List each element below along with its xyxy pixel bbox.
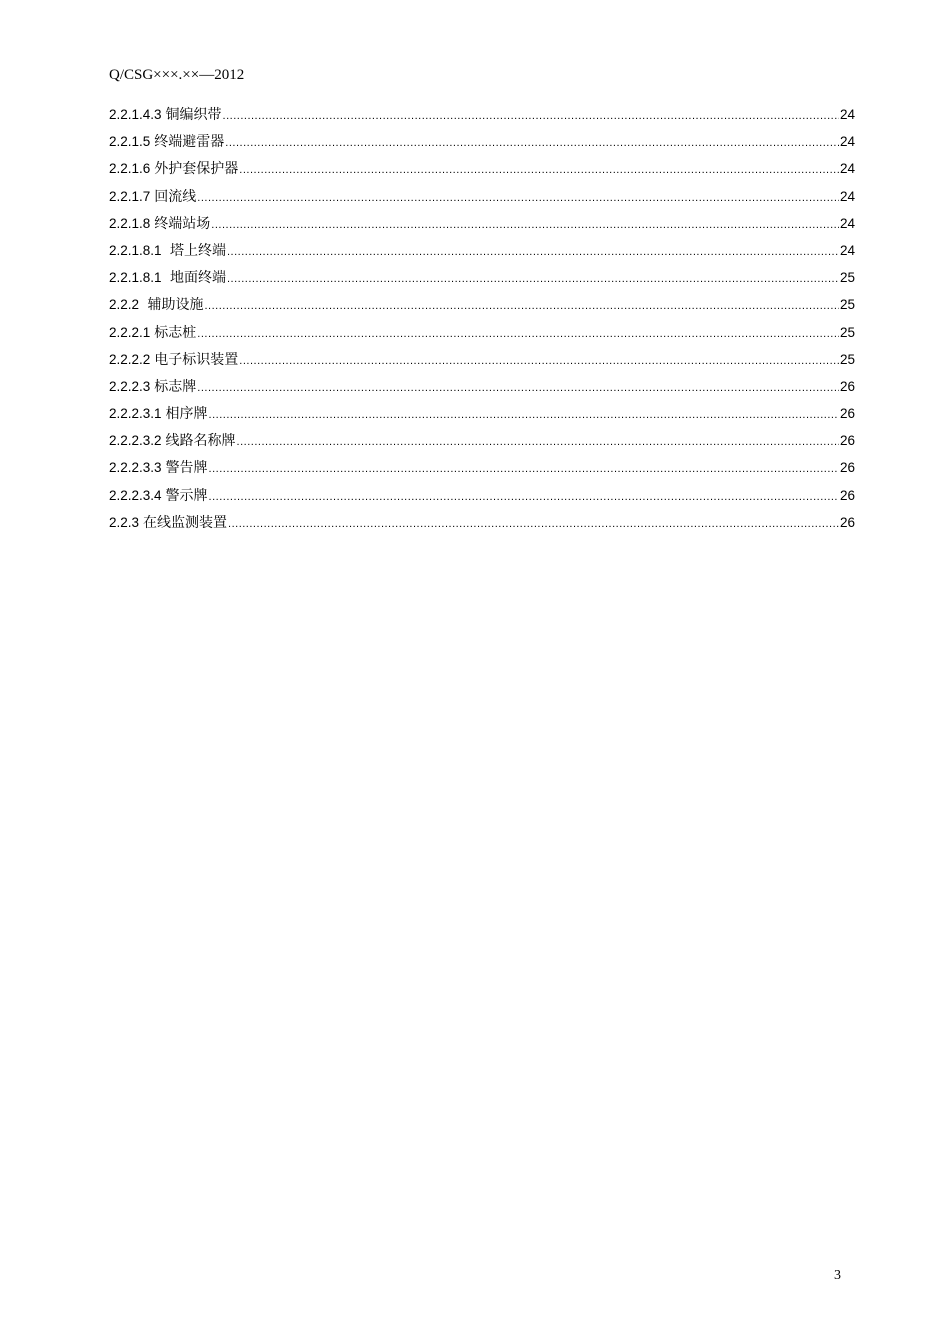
toc-entry-page-number: 24 <box>839 215 855 231</box>
toc-entry-title: 外护套保护器 <box>154 161 239 178</box>
toc-entry-title: 线路名称牌 <box>165 433 236 450</box>
toc-entry-page-number: 25 <box>839 351 855 367</box>
toc-entry-page-number: 24 <box>839 134 855 150</box>
toc-entry-page-number: 26 <box>839 406 855 422</box>
toc-entry-number: 2.2.2.3.4 <box>109 487 162 503</box>
toc-entry-page-number: 26 <box>839 514 855 530</box>
toc-dot-leader <box>197 324 839 344</box>
toc-entry-title: 地面终端 <box>165 270 226 287</box>
toc-entry-number: 2.2.1.5 <box>109 134 151 150</box>
document-code-header: Q/CSG×××.××—2012 <box>109 67 245 83</box>
toc-entry-title: 辅助设施 <box>143 297 204 314</box>
toc-entry-number: 2.2.3 <box>109 514 140 530</box>
toc-dot-leader <box>211 215 839 235</box>
toc-entry[interactable] <box>109 295 855 322</box>
toc-entry-number: 2.2.2 <box>109 297 140 313</box>
toc-entry-title: 电子标识装置 <box>154 351 239 368</box>
toc-dot-leader <box>209 405 839 425</box>
toc-entry-title: 塔上终端 <box>165 242 226 259</box>
toc-dot-leader <box>228 514 839 534</box>
toc-entry-page-number: 24 <box>839 161 855 177</box>
toc-entry-page-number: 24 <box>839 188 855 204</box>
toc-entry[interactable] <box>109 241 855 268</box>
toc-entry-page-number: 24 <box>839 242 855 258</box>
toc-entry-title: 标志桩 <box>154 324 197 341</box>
toc-dot-leader <box>239 160 839 180</box>
toc-entry-number: 2.2.2.3.3 <box>109 460 162 476</box>
toc-entry-title: 铜编织带 <box>165 107 222 123</box>
toc-entry-title: 终端站场 <box>154 215 211 232</box>
toc-entry-number: 2.2.2.2 <box>109 351 151 367</box>
toc-entry[interactable] <box>109 187 855 214</box>
toc-entry-title: 回流线 <box>154 188 197 205</box>
toc-entry[interactable] <box>109 350 855 377</box>
toc-entry-number: 2.2.2.3.2 <box>109 433 162 449</box>
toc-entry[interactable] <box>109 458 855 485</box>
toc-entry-page-number: 26 <box>839 487 855 503</box>
toc-entry-title: 相序牌 <box>165 406 208 423</box>
toc-dot-leader <box>237 432 839 452</box>
toc-entry[interactable] <box>109 431 855 458</box>
toc-entry[interactable] <box>109 159 855 186</box>
toc-entry[interactable] <box>109 214 855 241</box>
toc-dot-leader <box>225 133 839 153</box>
toc-dot-leader <box>239 351 839 371</box>
toc-dot-leader <box>227 242 839 262</box>
toc-entry-page-number: 26 <box>839 433 855 449</box>
toc-entry-title: 警告牌 <box>165 460 208 477</box>
toc-dot-leader <box>209 459 839 479</box>
toc-entry-page-number: 25 <box>839 297 855 313</box>
toc-entry-page-number: 25 <box>839 324 855 340</box>
toc-dot-leader <box>197 188 839 208</box>
toc-entry-number: 2.2.1.8.1 <box>109 242 162 258</box>
toc-entry-number: 2.2.1.6 <box>109 161 151 177</box>
toc-entry[interactable] <box>109 513 855 540</box>
toc-entry-page-number: 26 <box>839 378 855 394</box>
toc-entry-title: 标志牌 <box>154 378 197 395</box>
toc-dot-leader <box>197 378 839 398</box>
toc-entry-page-number: 26 <box>839 460 855 476</box>
toc-entry-title: 终端避雷器 <box>154 134 225 151</box>
toc-entry-number: 2.2.2.3.1 <box>109 406 162 422</box>
toc-entry[interactable] <box>109 132 855 159</box>
toc-entry-number: 2.2.2.1 <box>109 324 151 340</box>
toc-dot-leader <box>204 296 838 316</box>
toc-entry-title: 在线监测装置 <box>143 514 228 531</box>
toc-entry-title: 警示牌 <box>165 487 208 504</box>
toc-entry-page-number: 24 <box>839 107 855 122</box>
toc-entry-number: 2.2.1.8.1 <box>109 270 162 286</box>
toc-entry[interactable] <box>109 377 855 404</box>
toc-entry-number: 2.2.1.8 <box>109 215 151 231</box>
toc-entry[interactable] <box>109 404 855 431</box>
toc-entry-page-number: 25 <box>839 270 855 286</box>
toc-dot-leader <box>227 269 839 289</box>
toc-entry[interactable] <box>109 323 855 350</box>
toc-entry-number: 2.2.1.4.3 <box>109 107 162 122</box>
toc-dot-leader <box>223 106 839 126</box>
table-of-contents <box>109 105 855 540</box>
toc-dot-leader <box>209 487 839 507</box>
toc-entry-number: 2.2.2.3 <box>109 378 151 394</box>
toc-entry[interactable] <box>109 486 855 513</box>
toc-entry-number: 2.2.1.7 <box>109 188 151 204</box>
toc-entry[interactable] <box>109 105 855 132</box>
page-number: 3 <box>834 1268 841 1283</box>
toc-entry[interactable] <box>109 268 855 295</box>
